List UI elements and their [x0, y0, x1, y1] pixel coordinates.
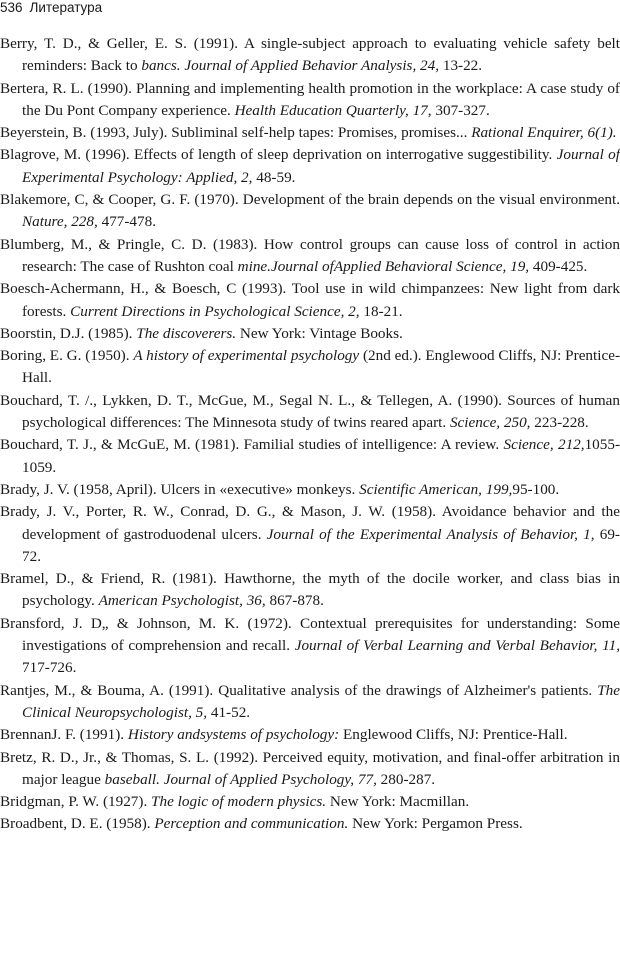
reference-entry: Bramel, D., & Friend, R. (1981). Hawthorne, the myth of the docile worker, and class bias in psychology. American Psychologist, 36, 867-878.	[0, 570, 620, 610]
reference-entry: Broadbent, D. E. (1958). Perception and communication. New York: Pergamon Press.	[0, 815, 523, 833]
reference-entry: Rantjes, M., & Bouma, A. (1991). Qualitative analysis of the drawings of Alzheimer's patients. The Clinical Neuropsychologist, 5, 41-52.	[0, 681, 620, 721]
reference-entry: Boring, E. G. (1950). A history of experimental psychology (2nd ed.). Englewood Cliffs, NJ: Prentice-Hall.	[0, 347, 620, 387]
reference-entry: Bridgman, P. W. (1927). The logic of modern physics. New York: Macmillan.	[0, 793, 470, 811]
reference-list	[0, 33, 620, 836]
reference-entry: Bertera, R. L. (1990). Planning and implementing health promotion in the workplace: A case study of the Du Pont Company experience. Health Education Quarterly, 17, 307-327.	[0, 79, 620, 119]
reference-entry: Brady, J. V. (1958, April). Ulcers in «executive» monkeys. Scientific American, 199,95-100.	[0, 480, 560, 498]
reference-entry: Blagrove, M. (1996). Effects of length of sleep deprivation on interrogative suggestibility. Journal of Experimental Psychology: Applied, 2, 48-59.	[0, 146, 620, 186]
reference-entry: Bransford, J. D„ & Johnson, M. K. (1972). Contextual prerequisites for understanding: Some investigations of comprehension and recall. Journal of Verbal Learning and Verbal Behavior, 11, 717-726.	[0, 614, 620, 677]
reference-entry: Blakemore, C, & Cooper, G. F. (1970). Development of the brain depends on the visual environment. Nature, 228, 477-478.	[0, 191, 620, 231]
page-number: 536	[0, 0, 23, 15]
reference-entry: Boorstin, D.J. (1985). The discoverers. New York: Vintage Books.	[0, 324, 403, 342]
reference-entry: Blumberg, M., & Pringle, C. D. (1983). How control groups can cause loss of control in action research: The case of Rushton coal mine.Journal ofApplied Behavioral Science, 19, 409-425.	[0, 235, 620, 275]
reference-entry: Bouchard, T. /., Lykken, D. T., McGue, M., Segal N. L., & Tellegen, A. (1990). Sources of human psychological differences: The Minnesota study of twins reared apart. Science, 250, 223-228.	[0, 391, 620, 432]
section-title: Литература	[29, 0, 103, 15]
reference-entry: BrennanJ. F. (1991). History andsystems of psychology: Englewood Cliffs, NJ: Prentice-Hall.	[0, 726, 568, 744]
reference-entry: Boesch-Achermann, H., & Boesch, C (1993). Tool use in wild chimpanzees: New light from dark forests. Current Directions in Psychological Science, 2, 18-21.	[0, 280, 620, 320]
running-header	[0, 0, 102, 20]
reference-entry: Bouchard, T. J., & McGuE, M. (1981). Familial studies of intelligence: A review. Science, 212,1055-1059.	[0, 436, 620, 476]
reference-entry: Brady, J. V., Porter, R. W., Conrad, D. G., & Mason, J. W. (1958). Avoidance behavior and the development of gastroduodenal ulcers. Journal of the Experimental Analysis of Behavior, 1, 69-72.	[0, 503, 620, 565]
reference-entry: Berry, T. D., & Geller, E. S. (1991). A single-subject approach to evaluating vehicle safety belt reminders: Back to bancs. Journal of Applied Behavior Analysis, 24, 13-22.	[0, 35, 620, 75]
reference-entry: Beyerstein, B. (1993, July). Subliminal self-help tapes: Promises, promises... Rational Enquirer, 6(1).	[0, 124, 617, 142]
reference-entry: Bretz, R. D., Jr., & Thomas, S. L. (1992). Perceived equity, motivation, and final-offer arbitration in major league baseball. Journal of Applied Psychology, 77, 280-287.	[0, 748, 620, 788]
